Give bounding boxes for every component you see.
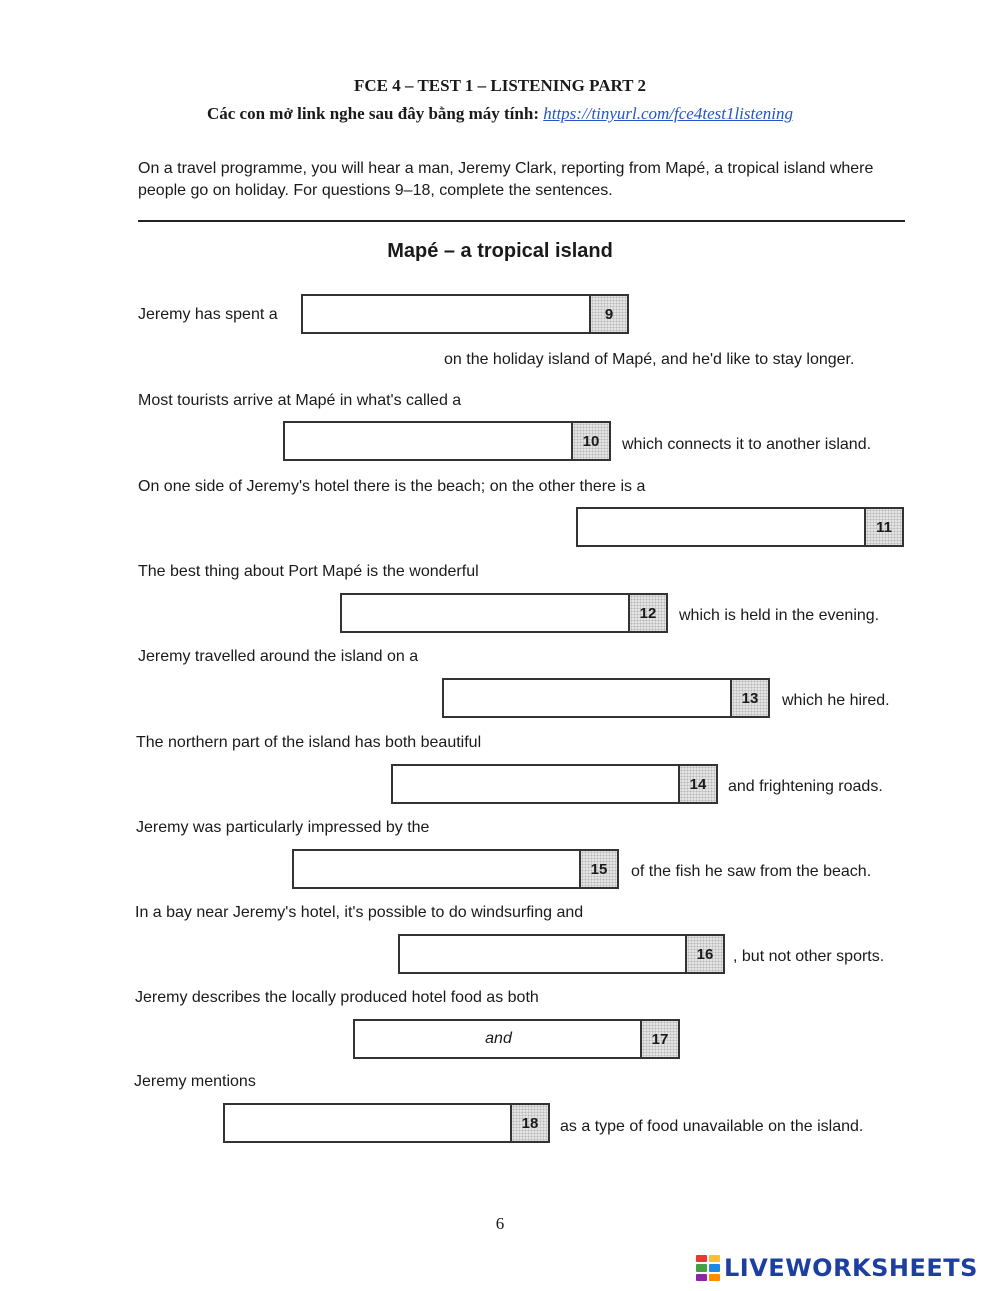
question-10-after: which connects it to another island. xyxy=(622,436,872,453)
answer-box-17[interactable] xyxy=(353,1019,680,1059)
question-14-prompt: The northern part of the island has both beautiful xyxy=(136,734,482,751)
liveworksheets-logo[interactable] xyxy=(696,1252,978,1284)
answer-box-15[interactable] xyxy=(292,849,619,889)
question-number-14: 14 xyxy=(678,766,716,802)
subtitle xyxy=(0,104,1000,124)
instructions: On a travel programme, you will hear a man, Jeremy Clark, reporting from Mapé, a tropical island where people go on holiday. For questions 9–18, complete the sentences. xyxy=(138,160,874,199)
question-number-12: 12 xyxy=(628,595,666,631)
answer-box-18[interactable] xyxy=(223,1103,550,1143)
question-18-prompt: Jeremy mentions xyxy=(134,1073,256,1090)
question-13-prompt: Jeremy travelled around the island on a xyxy=(138,648,419,665)
page-title: FCE 4 – TEST 1 – LISTENING PART 2 xyxy=(354,76,646,95)
subtitle-text: Các con mở link nghe sau đây bằng máy tính: xyxy=(206,104,539,123)
question-9-after: on the holiday island of Mapé, and he'd like to stay longer. xyxy=(444,351,855,368)
question-number-9: 9 xyxy=(589,296,627,332)
page-number: 6 xyxy=(495,1214,505,1233)
question-9-prompt: Jeremy has spent a xyxy=(138,306,278,323)
answer-box-16[interactable] xyxy=(398,934,725,974)
question-11-prompt: On one side of Jeremy's hotel there is the beach; on the other there is a xyxy=(138,478,646,495)
question-14-after: and frightening roads. xyxy=(728,778,883,795)
question-17-prompt: Jeremy describes the locally produced hotel food as both xyxy=(135,989,539,1006)
question-12-prompt: The best thing about Port Mapé is the wonderful xyxy=(138,563,479,580)
question-18-after: as a type of food unavailable on the island. xyxy=(560,1118,864,1135)
section-heading: Mapé – a tropical island xyxy=(387,240,613,262)
question-number-13: 13 xyxy=(730,680,768,716)
box-connector-text: and xyxy=(485,1030,512,1047)
answer-box-11[interactable] xyxy=(576,507,904,547)
answer-box-10[interactable] xyxy=(283,421,611,461)
question-16-after: , but not other sports. xyxy=(733,948,885,965)
question-10-prompt: Most tourists arrive at Mapé in what's called a xyxy=(138,392,462,409)
question-15-after: of the fish he saw from the beach. xyxy=(631,863,872,880)
question-number-16: 16 xyxy=(685,936,723,972)
question-number-17: 17 xyxy=(640,1021,678,1057)
divider xyxy=(138,220,905,222)
question-16-prompt: In a bay near Jeremy's hotel, it's possible to do windsurfing and xyxy=(135,904,584,921)
answer-box-13[interactable] xyxy=(442,678,770,718)
question-number-18: 18 xyxy=(510,1105,548,1141)
question-15-prompt: Jeremy was particularly impressed by the xyxy=(136,819,430,836)
question-13-after: which he hired. xyxy=(782,692,890,709)
question-12-after: which is held in the evening. xyxy=(679,607,880,624)
question-number-11: 11 xyxy=(864,509,902,545)
answer-box-14[interactable] xyxy=(391,764,718,804)
listening-link[interactable]: https://tinyurl.com/fce4test1listening xyxy=(543,104,794,123)
logo-text: LIVEWORKSHEETS xyxy=(724,1254,978,1282)
answer-box-9[interactable] xyxy=(301,294,629,334)
logo-icon xyxy=(696,1255,720,1281)
question-number-10: 10 xyxy=(571,423,609,459)
answer-box-12[interactable] xyxy=(340,593,668,633)
question-number-15: 15 xyxy=(579,851,617,887)
